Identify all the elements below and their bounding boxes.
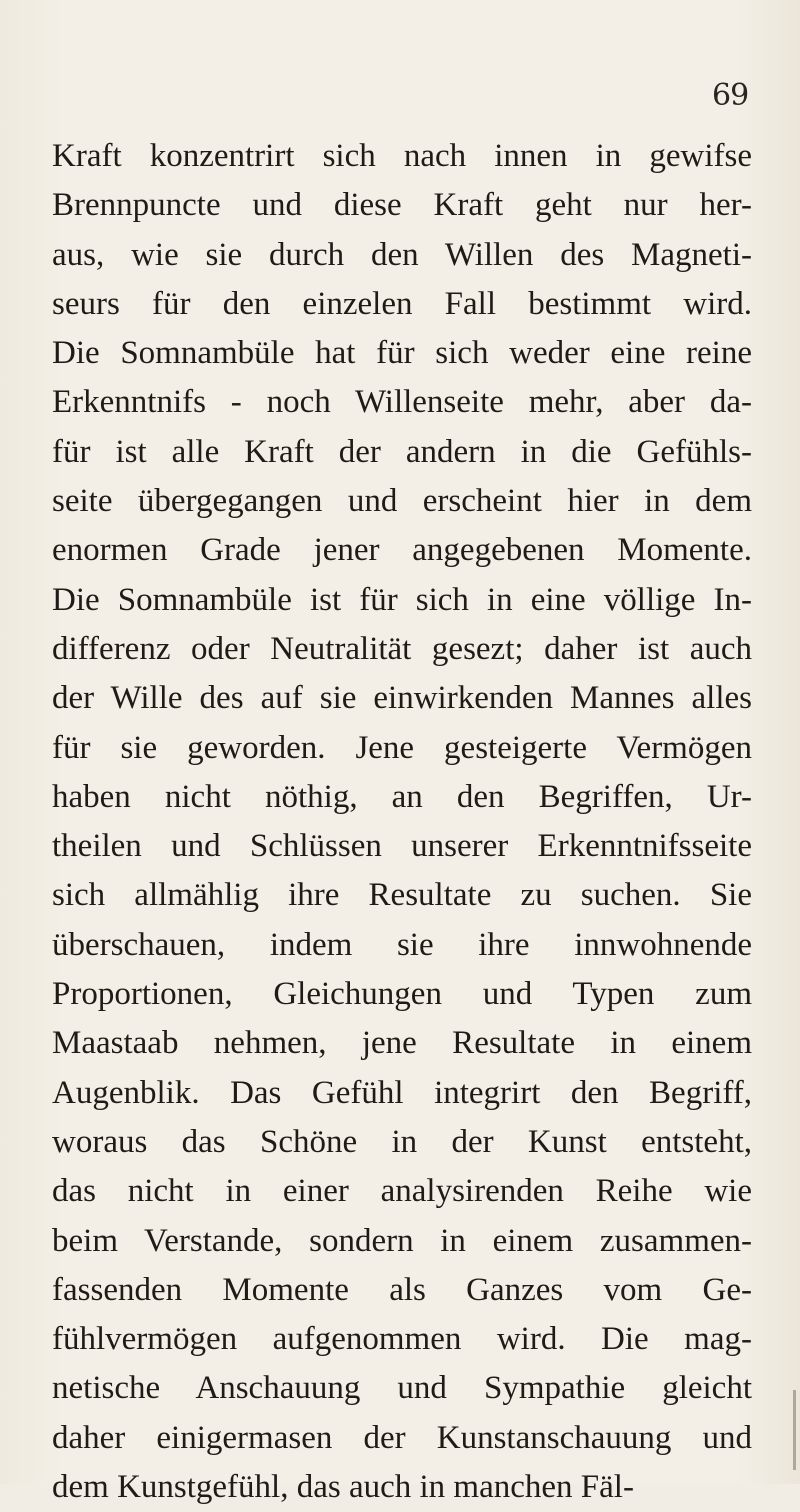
text-line: haben nicht nöthig, an den Begriffen, Ur- <box>52 778 752 815</box>
text-line: Brennpuncte und diese Kraft geht nur her- <box>52 187 752 224</box>
text-line: beim Verstande, sondern in einem zusammen- <box>52 1222 752 1259</box>
text-line: Maastaab nehmen, jene Resultate in einem <box>52 1025 752 1062</box>
text-line: dem Kunstgefühl, das auch in manchen Fäl- <box>52 1469 634 1506</box>
text-line: sich allmählig ihre Resultate zu suchen. Sie <box>52 877 752 914</box>
body-text <box>52 132 752 1512</box>
text-line: woraus das Schöne in der Kunst entsteht, <box>52 1123 752 1160</box>
text-line: seite übergegangen und erscheint hier in dem <box>52 483 752 520</box>
text-line: Kraft konzentrirt sich nach innen in gewifse <box>52 138 752 174</box>
text-line: seurs für den einzelen Fall bestimmt wird. <box>52 285 752 322</box>
text-line: Erkenntnifs - noch Willenseite mehr, aber da- <box>52 384 752 421</box>
text-line: netische Anschauung und Sympathie gleicht <box>52 1370 752 1407</box>
text-line: Augenblik. Das Gefühl integrirt den Begriff, <box>52 1074 752 1111</box>
text-line: der Wille des auf sie einwirkenden Mannes alles <box>52 680 752 717</box>
text-line: theilen und Schlüssen unserer Erkenntnifsseite <box>52 828 752 865</box>
text-line: für sie geworden. Jene gesteigerte Vermögen <box>52 729 752 766</box>
page-number: 69 <box>712 78 749 113</box>
text-line: Proportionen, Gleichungen und Typen zum <box>52 976 752 1013</box>
text-line: fühlvermögen aufgenommen wird. Die mag- <box>52 1321 752 1358</box>
text-line: für ist alle Kraft der andern in die Gefühls- <box>52 433 752 470</box>
text-line: aus, wie sie durch den Willen des Magneti- <box>52 236 752 273</box>
text-line: das nicht in einer analysirenden Reihe wie <box>52 1173 752 1210</box>
text-line: Die Somnambüle hat für sich weder eine reine <box>52 335 752 372</box>
text-line: daher einigermasen der Kunstanschauung und <box>52 1419 752 1456</box>
text-line: differenz oder Neutralität gesezt; daher ist auch <box>52 630 752 667</box>
text-line: fassenden Momente als Ganzes vom Ge- <box>52 1271 752 1308</box>
page-edge-mark <box>793 1390 796 1470</box>
text-line: überschauen, indem sie ihre innwohnende <box>52 926 752 963</box>
text-line: Die Somnambüle ist für sich in eine völlige In- <box>52 581 752 618</box>
text-line: enormen Grade jener angegebenen Momente. <box>52 532 752 569</box>
